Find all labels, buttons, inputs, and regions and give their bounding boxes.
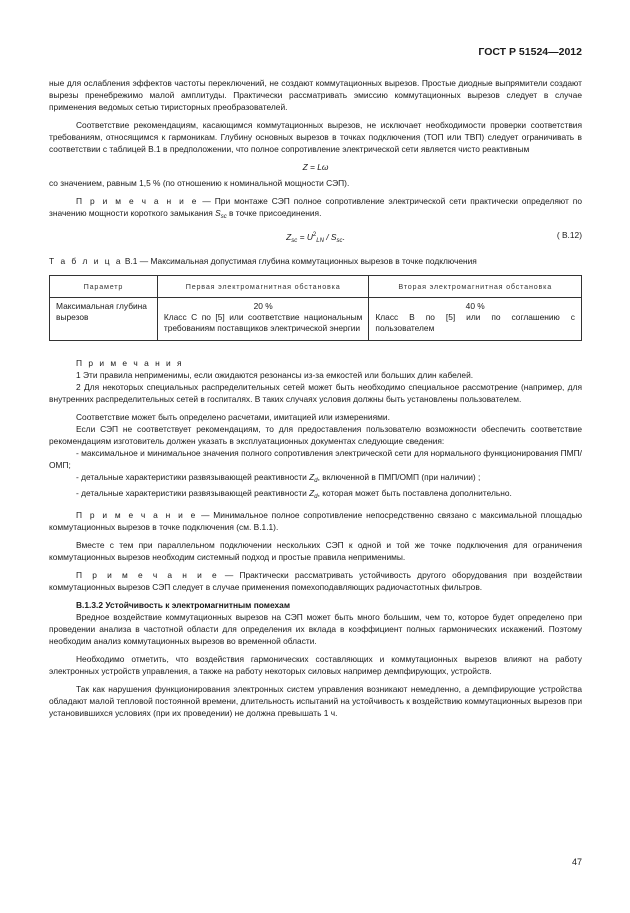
list-item: - максимальное и минимальное значения полного сопротивления электрической сети для нормального функционирования ПМП/ОМП; (49, 448, 582, 470)
note (49, 569, 582, 593)
symbol: Z (309, 472, 315, 482)
paragraph: со значением, равным 1,5 % (по отношению к номинальной мощности СЭП). (49, 178, 350, 188)
paragraph: Соответствие может быть определено расчетами, имитацией или измерениями. (76, 412, 390, 422)
note-text: — Практически рассматривать устойчивость другого оборудования при воздействии коммутационных вырезов СЭП следует в случае применения помехоподавляющих радиочастотных фильтров. (49, 570, 582, 592)
subscript: d (314, 494, 318, 500)
paragraph: ные для ослабления эффектов частоты переключений, не создают коммутационных вырезов. Простые диодные выпрямители создают вырезы пренебрежимо малой амплитуды. Практически рассматривать эмиссию коммутационных вырезов следует в случае применения ведомых сетью тиристорных преобразователей. (49, 78, 582, 112)
list-text: - детальные характеристики развязывающей реактивности (76, 488, 310, 498)
symbol: = U (297, 232, 313, 242)
formula (49, 229, 582, 247)
paragraph: Вместе с тем при параллельном подключении нескольких СЭП к одной и той же точке подключения для ограничения коммутационных вырезов необходим системный подход и простые правила неприменимы. (49, 540, 582, 562)
note-text: — Минимальное полное сопротивление непосредственно связано с максимальной площадью коммутационных вырезов в точке подключения (см. В.1.1). (49, 510, 582, 532)
symbol: S (215, 208, 221, 218)
list-text: , которая может быть поставлена дополнительно. (317, 488, 512, 498)
list-text: , включенной в ПМП/ОМП (при наличии) ; (317, 472, 481, 482)
table-header: Первая электромагнитная обстановка (157, 276, 369, 298)
table-cell (369, 298, 582, 341)
table-header: Параметр (50, 276, 158, 298)
note-label: П р и м е ч а н и е (76, 570, 219, 580)
formula-number: ( В.12) (556, 230, 582, 240)
note (49, 195, 582, 223)
table-header-row (50, 276, 582, 298)
table-row (50, 298, 582, 341)
subscript: sc (220, 214, 227, 220)
cell-value: 20 % (253, 301, 273, 311)
table-caption (49, 255, 582, 267)
symbol: / S (323, 232, 337, 242)
table-header: Вторая электромагнитная обстановка (369, 276, 582, 298)
paragraph: Вредное воздействие коммутационных вырезов на СЭП может быть много большим, чем то, которое будет определено при проведении анализа в частотной области для определения их вклада в коэффициент полных гармонических искажений. Поэтому необходим анализ коммутационных вырезов во временной области. (49, 612, 582, 646)
cell-value: 40 % (465, 301, 485, 311)
document-body (49, 77, 582, 719)
note-label: П р и м е ч а н и е (76, 510, 198, 520)
note (49, 509, 582, 533)
paragraph: Необходимо отметить, что воздействия гармонических составляющих и коммутационных вырезов влияют на работу электронных устройств управления, а также на работу некоторых силовых например демпфирующих, устройств. (49, 654, 582, 676)
cell-text: Класс С по [5] или соответствие национальным требованиям поставщиков электрической энергии (163, 312, 363, 333)
list-item (49, 487, 582, 503)
note-item: 1 Эти правила неприменимы, если ожидаются резонансы из-за емкостей или больших длин кабелей. (76, 370, 474, 380)
note-item: 2 Для некоторых специальных распределительных сетей может быть необходимо специальное рассмотрение (например, для внутренних распределительных сетей в госпиталях. В таких случаях условия должны быть установлены пользователем. (49, 382, 582, 404)
section-title: В.1.3.2 Устойчивость к электромагнитным помехам (76, 600, 291, 610)
notes-title-text: П р и м е ч а н и я (76, 358, 184, 368)
limits-table (49, 275, 582, 341)
subscript: LN (316, 238, 324, 244)
table-cell: Максимальная глубина вырезов (50, 298, 158, 341)
paragraph: Если СЭП не соответствует рекомендациям, то для предоставления пользователю возможности обеспечить соответствие рекомендациям изготовитель должен указать в эксплуатационных документах следующие сведения: (49, 424, 582, 446)
punct: . (342, 232, 345, 242)
paragraph: Так как нарушения функционирования электронных систем управления возникают немедленно, а демпфирующие устройства обладают малой тепловой постоянной времени, длительность испытаний на устойчивость к воздействию коммутационных вырезов при установившихся условиях (при их проведении) не должна превышать 1 ч. (49, 684, 582, 718)
document-header: ГОСТ Р 51524—2012 (478, 46, 582, 58)
table-cell (157, 298, 369, 341)
note-text: в точке присоединения. (226, 208, 322, 218)
cell-text: Класс В по [5] или по соглашению с пользователем (375, 312, 575, 333)
table-caption-text: В.1 — Максимальная допустимая глубина коммутационных вырезов в точке подключения (122, 256, 477, 266)
paragraph: Соответствие рекомендациям, касающимся коммутационных вырезов, не исключает необходимости проверки соответствия требованиям, относящимся к гармоникам. Глубину основных вырезов в точках подключения (ТОП или ТВП) следует ограничивать в соответствии с таблицей В.1 в предположении, что полное сопротивление электрической сети является чисто реактивным (49, 120, 582, 154)
notes-title (49, 357, 582, 369)
list-item (49, 471, 582, 487)
symbol: Z (286, 232, 292, 242)
page-number: 47 (571, 857, 582, 867)
formula: Z = Lω (302, 162, 329, 172)
symbol: Z (309, 488, 315, 498)
subscript: sc (291, 238, 298, 244)
note-text: — При монтаже СЭП полное сопротивление электрической сети практически определяют по значению мощности короткого замыкания (49, 196, 583, 218)
note-label: П р и м е ч а н и е (76, 196, 199, 206)
superscript: 2 (312, 232, 317, 238)
list-text: - детальные характеристики развязывающей реактивности (76, 472, 310, 482)
subscript: sc (336, 238, 343, 244)
subscript: d (314, 478, 318, 484)
table-caption-label: Т а б л и ц а (49, 256, 123, 266)
